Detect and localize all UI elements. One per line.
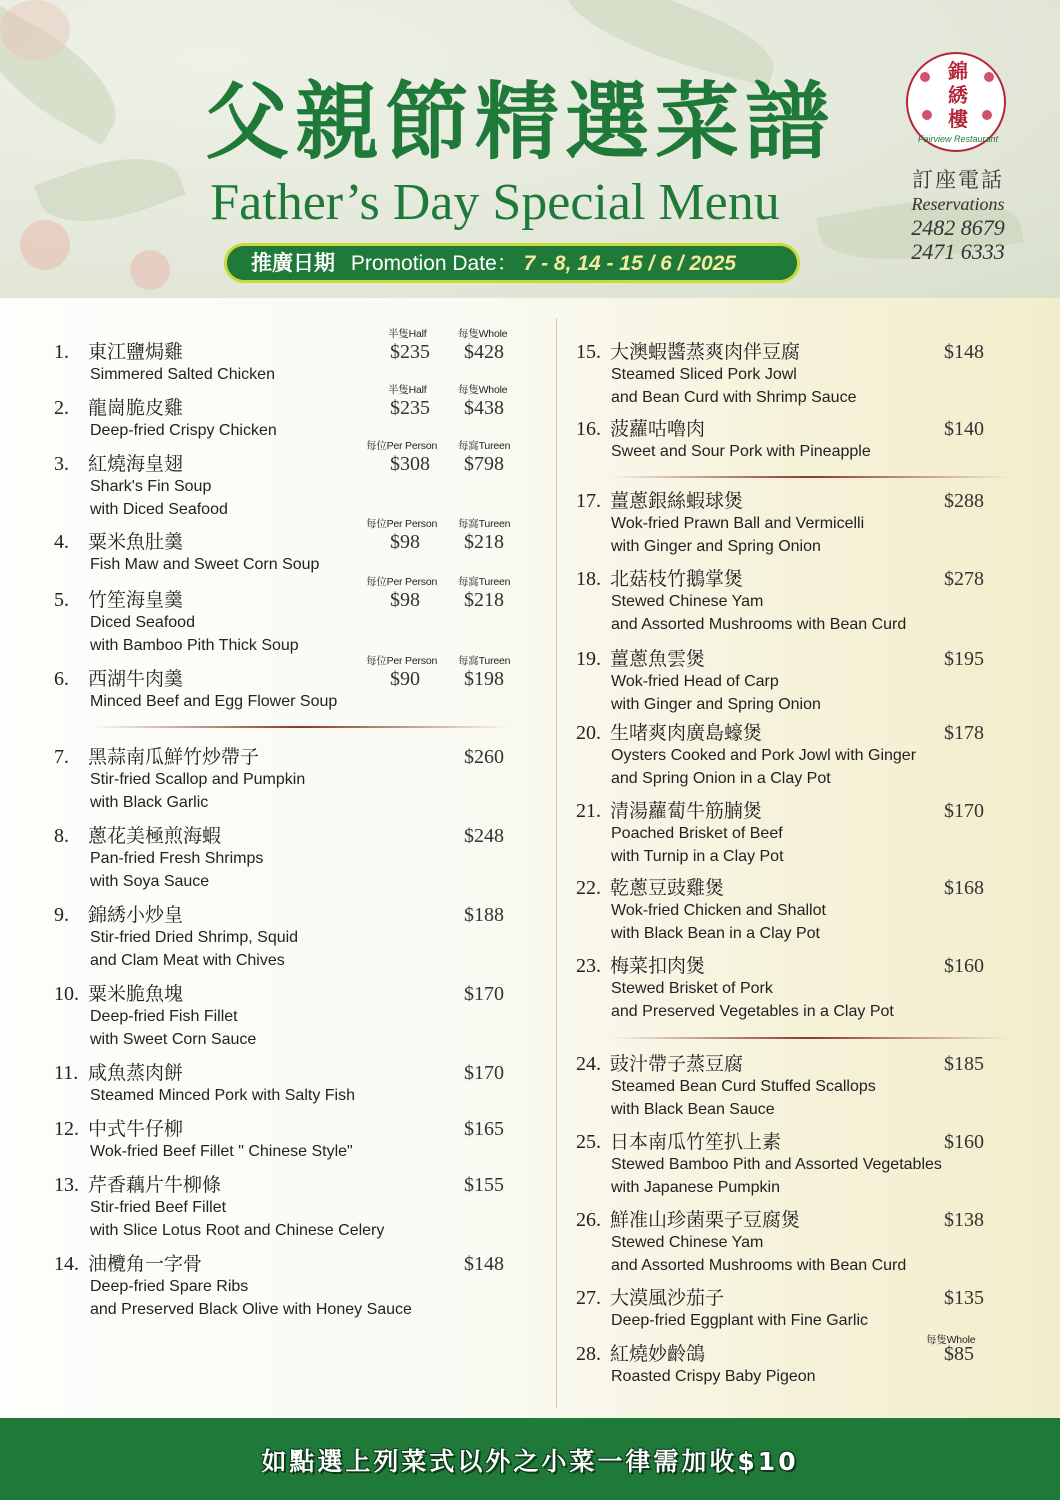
item-number: 3. [54,453,69,475]
item-name-en: Diced Seafood [90,614,195,631]
item-name-en: Fish Maw and Sweet Corn Soup [90,556,320,573]
item-price: $178 [944,722,984,744]
item-name-zh: 紅燒海皇翅 [88,453,184,475]
item-number: 8. [54,825,69,847]
item-name-zh: 鮮准山珍菌栗子豆腐煲 [610,1209,801,1231]
item-name-zh: 粟米脆魚塊 [88,983,184,1005]
item-price: $98 [390,589,420,611]
price-label-1: 半隻Half [388,328,427,340]
item-name-en: with Black Garlic [90,793,209,811]
item-name-en: with Sweet Corn Sauce [90,1030,257,1048]
price-label-2: 每隻Whole [458,384,508,396]
item-name-zh: 粟米魚肚羹 [88,531,184,553]
item-name-en: with Soya Sauce [90,872,210,890]
item-price: $235 [390,397,430,419]
promotion-date-banner [224,243,800,283]
item-name-en: Stewed Chinese Yam [611,593,764,610]
item-price-2: $428 [464,341,504,363]
item-name-en: with Diced Seafood [90,500,228,518]
item-name-en: Pan-fried Fresh Shrimps [90,850,264,867]
footer-bar [0,1418,1060,1500]
item-number: 5. [54,589,69,611]
item-name-en: Poached Brisket of Beef [611,825,783,842]
item-name-en: Roasted Crispy Baby Pigeon [611,1368,816,1385]
price-label-2: 每窩Tureen [458,518,511,530]
item-price: $248 [464,825,504,847]
item-name-zh: 東江鹽焗雞 [88,341,184,363]
item-number: 12. [54,1118,79,1140]
item-price: $148 [464,1253,504,1275]
item-name-en: Stir-fried Dried Shrimp, Squid [90,929,299,946]
title-english: Father’s Day Special Menu [210,174,780,231]
item-name-zh: 蔥花美極煎海蝦 [88,825,222,847]
item-name-en: with Bamboo Pith Thick Soup [90,636,299,654]
item-price: $170 [944,800,984,822]
item-name-zh: 咸魚蒸肉餅 [88,1062,184,1084]
item-name-en: Wok-fried Beef Fillet " Chinese Style" [90,1143,353,1160]
price-label-1: 每位Per Person [366,576,438,588]
item-name-en: with Black Bean in a Clay Pot [611,924,820,942]
item-name-zh: 芹香藕片牛柳條 [88,1174,222,1196]
item-name-en: with Slice Lotus Root and Chinese Celery [90,1221,385,1239]
item-name-zh: 錦綉小炒皇 [88,904,184,926]
item-name-zh: 薑蔥魚雲煲 [610,648,706,670]
logo-char: 樓 [948,107,968,131]
item-price: $160 [944,1131,984,1153]
item-price: $98 [390,531,420,553]
item-name-en: with Ginger and Spring Onion [611,695,821,713]
item-name-en: Wok-fried Chicken and Shallot [611,902,826,919]
item-price: $140 [944,418,984,440]
item-name-zh: 北菇枝竹鵝掌煲 [610,568,744,590]
item-name-en: Wok-fried Head of Carp [611,673,779,690]
item-price-2: $438 [464,397,504,419]
item-name-en: Simmered Salted Chicken [90,366,275,383]
item-price: $308 [390,453,430,475]
logo-english: Fairview Restaurant [917,134,999,144]
item-name-en: and Assorted Mushrooms with Bean Curd [611,615,907,633]
item-price-2: $198 [464,668,504,690]
item-name-zh: 生啫爽肉廣島蠔煲 [610,722,763,744]
item-name-en: and Preserved Black Olive with Honey Sauce [90,1300,412,1318]
item-price: $135 [944,1287,984,1309]
item-number: 18. [576,568,601,590]
item-name-en: with Black Bean Sauce [611,1100,775,1118]
price-label-2: 每窩Tureen [458,655,511,667]
column-separator [556,318,557,1408]
flower-decoration [130,250,170,290]
section-divider [90,726,510,728]
item-name-zh: 竹笙海皇羹 [88,589,184,611]
promo-label-zh: 推廣日期 [251,251,335,275]
promo-dates: 7 - 8, 14 - 15 / 6 / 2025 [523,252,737,275]
item-number: 4. [54,531,69,553]
price-label-1: 每位Per Person [366,518,438,530]
item-name-zh: 大漠風沙茄子 [610,1287,725,1309]
item-name-zh: 梅菜扣肉煲 [610,955,706,977]
item-name-en: Minced Beef and Egg Flower Soup [90,693,338,710]
section-divider [610,476,1010,478]
item-price: $148 [944,341,984,363]
item-price-2: $218 [464,531,504,553]
item-price: $160 [944,955,984,977]
item-number: 11. [54,1062,79,1084]
item-name-zh: 薑蔥銀絲蝦球煲 [610,490,744,512]
flower-decoration [0,0,70,60]
item-number: 20. [576,722,601,744]
reservations-block [896,168,1020,264]
item-name-en: Wok-fried Prawn Ball and Vermicelli [611,515,865,532]
item-name-en: Deep-fried Crispy Chicken [90,422,277,439]
item-price: $260 [464,746,504,768]
item-name-en: Stir-fried Beef Fillet [90,1199,227,1216]
item-name-zh: 中式牛仔柳 [88,1118,184,1140]
flower-decoration [20,220,70,270]
item-name-en: and Assorted Mushrooms with Bean Curd [611,1256,907,1274]
item-name-en: Sweet and Sour Pork with Pineapple [611,443,871,460]
item-number: 10. [54,983,79,1005]
item-number: 9. [54,904,69,926]
item-name-zh: 菠蘿咕嚕肉 [610,418,706,440]
item-name-zh: 大澳蝦醬蒸爽肉伴豆腐 [610,341,801,363]
item-name-zh: 清湯蘿蔔牛筋腩煲 [610,800,763,822]
item-name-zh: 龍崗脆皮雞 [88,397,184,419]
item-name-en: and Bean Curd with Shrimp Sauce [611,388,857,406]
item-name-en: Steamed Minced Pork with Salty Fish [90,1087,355,1104]
item-price: $195 [944,648,984,670]
price-label-1: 每位Per Person [366,440,438,452]
logo-char: 綉 [948,83,968,107]
item-price: $155 [464,1174,504,1196]
reservations-label-en: Reservations [911,194,1005,214]
price-label-2: 每窩Tureen [458,440,511,452]
item-number: 17. [576,490,601,512]
item-name-en: Deep-fried Spare Ribs [90,1278,249,1295]
logo-char: 錦 [948,59,968,83]
item-number: 21. [576,800,601,822]
price-label-1: 每位Per Person [366,655,438,667]
item-price: $85 [944,1343,974,1365]
item-name-en: Deep-fried Fish Fillet [90,1008,238,1025]
item-price: $170 [464,983,504,1005]
item-number: 7. [54,746,69,768]
item-number: 13. [54,1174,79,1196]
item-name-en: and Preserved Vegetables in a Clay Pot [611,1002,894,1020]
item-number: 24. [576,1053,601,1075]
item-number: 14. [54,1253,79,1275]
item-name-en: Steamed Bean Curd Stuffed Scallops [611,1078,876,1095]
price-label-2: 每隻Whole [458,328,508,340]
item-name-en: Stir-fried Scallop and Pumpkin [90,771,306,788]
item-name-zh: 紅燒妙齡鴿 [610,1343,706,1365]
item-number: 19. [576,648,601,670]
promo-label-en: Promotion Date： [350,252,518,275]
item-name-zh: 西湖牛肉羹 [88,668,184,690]
item-price-2: $218 [464,589,504,611]
menu-item [0,1334,1060,1385]
item-name-en: and Spring Onion in a Clay Pot [611,769,831,787]
reservation-phone[interactable]: 2471 6333 [911,239,1005,264]
price-label-2: 每窩Tureen [458,576,511,588]
item-number: 27. [576,1287,601,1309]
item-price: $235 [390,341,430,363]
item-number: 15. [576,341,601,363]
item-number: 1. [54,341,69,363]
item-number: 6. [54,668,69,690]
item-number: 23. [576,955,601,977]
item-price: $90 [390,668,420,690]
item-name-en: Oysters Cooked and Pork Jowl with Ginger [611,747,917,764]
item-price: $278 [944,568,984,590]
item-price: $288 [944,490,984,512]
item-name-en: and Clam Meat with Chives [90,951,285,969]
header-banner [0,0,1060,298]
section-divider [610,1037,1010,1039]
item-price: $138 [944,1209,984,1231]
price-label-whole: 每隻Whole [926,1334,976,1346]
item-price: $185 [944,1053,984,1075]
item-name-en: Stewed Brisket of Pork [611,980,773,997]
item-number: 16. [576,418,601,440]
item-name-en: with Turnip in a Clay Pot [611,847,784,865]
item-name-zh: 日本南瓜竹笙扒上素 [610,1131,782,1153]
restaurant-logo [906,52,1006,152]
price-label-1: 半隻Half [388,384,427,396]
item-name-zh: 乾蔥豆豉雞煲 [610,877,725,899]
item-name-en: Deep-fried Eggplant with Fine Garlic [611,1312,869,1329]
item-name-zh: 黑蒜南瓜鮮竹炒帶子 [88,746,260,768]
item-number: 25. [576,1131,601,1153]
item-number: 28. [576,1343,601,1365]
item-number: 2. [54,397,69,419]
item-price: $168 [944,877,984,899]
item-name-en: Shark's Fin Soup [90,478,212,495]
reservations-label-zh: 訂座電話 [912,168,1004,192]
item-price: $188 [464,904,504,926]
item-price-2: $798 [464,453,504,475]
item-number: 22. [576,877,601,899]
item-price: $170 [464,1062,504,1084]
item-name-en: Stewed Bamboo Pith and Assorted Vegetables [611,1156,942,1173]
title-chinese: 父親節精選菜譜 [204,72,835,171]
item-name-en: Steamed Sliced Pork Jowl [611,366,797,383]
item-name-en: with Japanese Pumpkin [611,1178,780,1196]
item-name-zh: 油欖角一字骨 [88,1253,203,1275]
item-name-zh: 豉汁帶子蒸豆腐 [610,1053,744,1075]
item-number: 26. [576,1209,601,1231]
item-name-en: Stewed Chinese Yam [611,1234,764,1251]
item-price: $165 [464,1118,504,1140]
reservation-phone[interactable]: 2482 8679 [911,215,1005,240]
footer-note: 如點選上列菜式以外之小菜一律需加收$10 [261,1447,799,1476]
item-name-en: with Ginger and Spring Onion [611,537,821,555]
